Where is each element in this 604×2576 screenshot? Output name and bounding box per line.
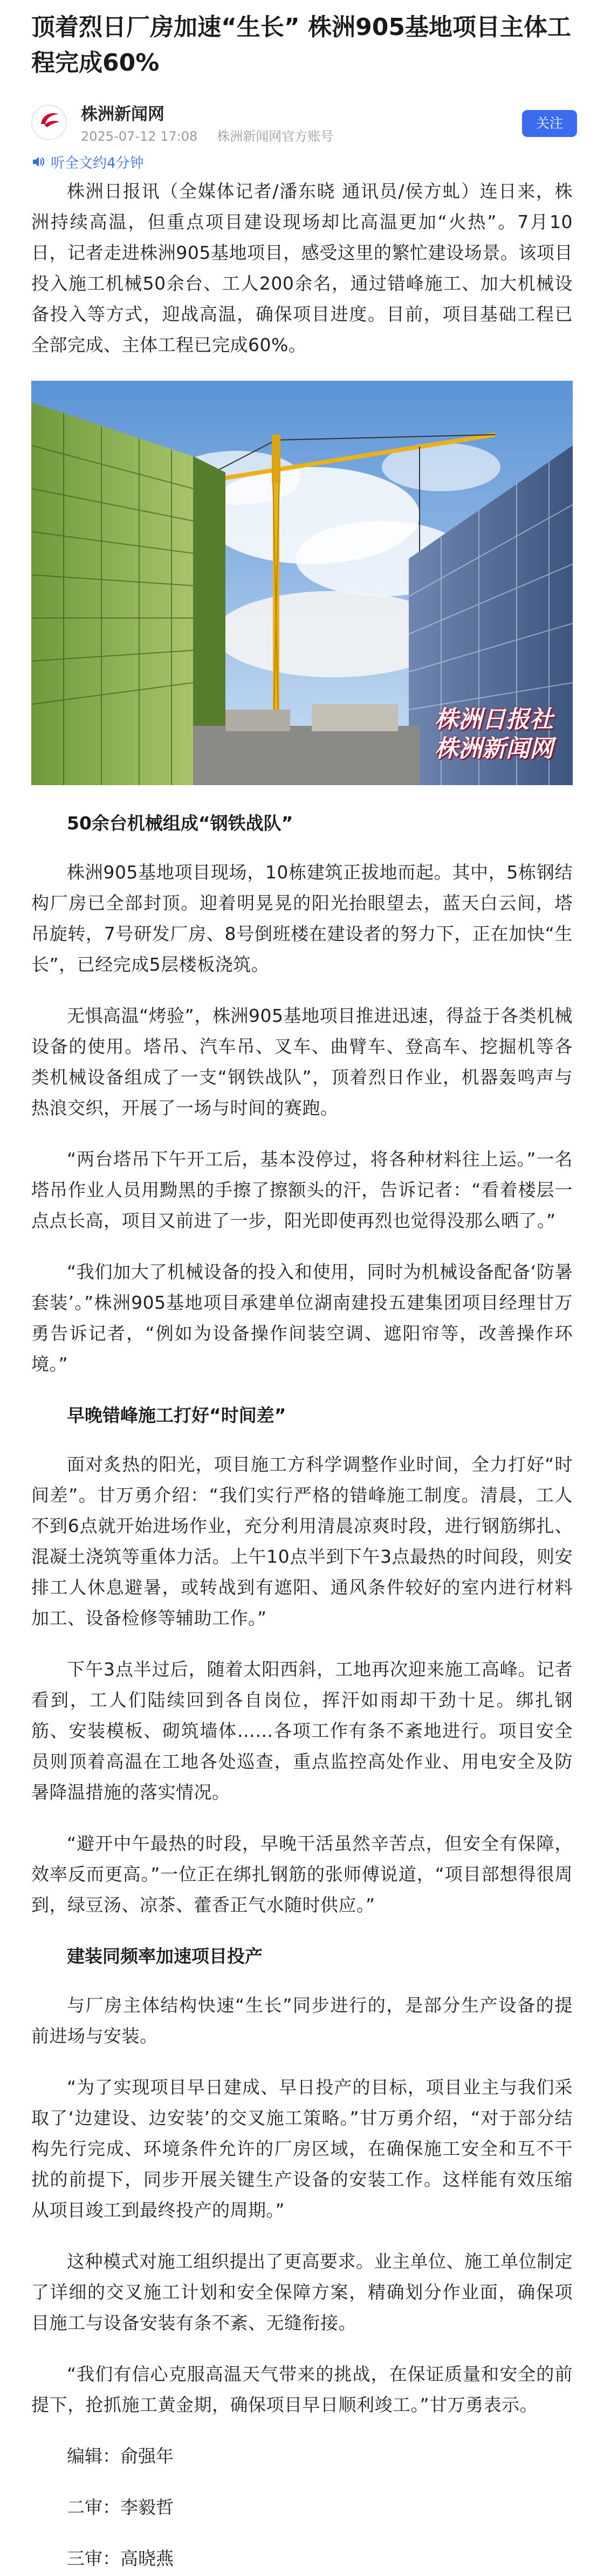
paragraph: “我们加大了机械设备的投入和使用，同时为机械设备配备‘防暑套装’。”株洲905基地项目承建单位湖南建投五建集团项目经理甘万勇告诉记者，“例如为设备操作间装空调、遮阳帘等，改善操作环境。”: [31, 1261, 573, 1375]
article-body: [0, 176, 604, 2574]
paragraph: “我们有信心克服高温天气带来的挑战，在保证质量和安全的前提下，抢抓施工黄金期，确保项目早日顺利竣工。”甘万勇表示。: [31, 2364, 573, 2415]
credit-third-review: 三审：高晓燕: [67, 2548, 174, 2569]
author-name[interactable]: 株洲新闻网: [81, 105, 164, 124]
paragraph: 下午3点半过后，随着太阳西斜，工地再次迎来施工高峰。记者看到，工人们陆续回到各自岗位，挥汗如雨却干劲十足。绑扎钢筋、安装模板、砌筑墙体……各项工作有条不紊地进行。项目安全员则顶着高温在工地各处巡查，重点监控高处作业、用电安全及防暑降温措施的落实情况。: [31, 1659, 573, 1803]
publish-date: 2025-07-12 17:08: [81, 129, 198, 144]
paragraph: 与厂房主体结构快速“生长”同步进行的，是部分生产设备的提前进场与安装。: [31, 1995, 573, 2046]
section-heading-staggered-shifts: 早晚错峰施工打好“时间差”: [67, 1405, 286, 1426]
paragraph: “两台塔吊下午开工后，基本没停过，将各种材料往上运。”一名塔吊作业人员用黝黑的手擦了擦额头的汗，告诉记者：“看着楼层一点点长高，项目又前进了一步，阳光即使再烈也觉得没那么晒了。”: [31, 1149, 573, 1231]
paragraph: 株洲905基地项目现场，10栋建筑正拔地而起。其中，5栋钢结构厂房已全部封顶。迎着明晃晃的阳光抬眼望去，蓝天白云间，塔吊旋转，7号研发厂房、8号倒班楼在建设者的努力下，正在加快“生长”，已经完成5层楼板浇筑。: [31, 862, 573, 975]
watermark-line-2: 株洲新闻网: [435, 735, 553, 763]
section-heading-machinery: 50余台机械组成“钢铁战队”: [67, 813, 293, 834]
intro-paragraph: 株洲日报讯（全媒体记者/潘东晓 通讯员/侯方虬）连日来，株洲持续高温，但重点项目建设现场却比高温更加“火热”。7月10日，记者走进株洲905基地项目，感受这里的繁忙建设场景。该项目投入施工机械50余台、工人200余名，通过错峰施工、加大机械设备投入等方式，迎战高温，确保项目进度。目前，项目基础工程已全部完成、主体工程已完成60%。: [31, 181, 573, 355]
author-meta: [81, 128, 333, 145]
zhuzhou-news-logo-icon: [37, 109, 63, 130]
section-heading-production: 建装同频率加速项目投产: [67, 1946, 263, 1967]
listen-button[interactable]: [0, 151, 604, 173]
avatar[interactable]: [31, 105, 67, 140]
author-bar: [0, 97, 604, 151]
photo-watermark: [435, 705, 553, 764]
credit-editor: 编辑：俞强年: [67, 2446, 174, 2467]
article-title: 顶着烈日厂房加速“生长” 株洲905基地项目主体工程完成60%: [31, 13, 571, 77]
paragraph: 无惧高温“烤验”，株洲905基地项目推进迅速，得益于各类机械设备的使用。塔吊、汽车吊、叉车、曲臂车、登高车、挖掘机等各类机械设备组成了一支“钢铁战队”，顶着烈日作业，机器轰鸣声与热浪交织，开展了一场与时间的赛跑。: [31, 1005, 573, 1118]
follow-button[interactable]: 关注: [522, 110, 577, 137]
paragraph: “避开中午最热的时段，早晚干活虽然辛苦点，但安全有保障，效率反而更高。”一位正在绑扎钢筋的张师傅说道，“项目部想得很周到，绿豆汤、凉茶、藿香正气水随时供应。”: [31, 1833, 573, 1915]
paragraph: 面对炙热的阳光，项目施工方科学调整作业时间，全力打好“时间差”。甘万勇介绍：“我们实行严格的错峰施工制度。清晨，工人不到6点就开始进场作业，充分利用清晨凉爽时段，进行钢筋绑扎、混凝土浇筑等重体力活。上午10点半到下午3点最热的时间段，则安排工人休息避暑，或转战到有遮阳、通风条件较好的室内进行材料加工、设备检修等辅助工作。”: [31, 1454, 573, 1629]
credit-second-review: 二审：李毅哲: [67, 2497, 174, 2518]
credits: [31, 2441, 573, 2574]
listen-label: 听全文约4分钟: [51, 155, 144, 171]
paragraph: 这种模式对施工组织提出了更高要求。业主单位、施工单位制定了详细的交叉施工计划和安全保障方案，精确划分作业面，确保项目施工与设备安装有条不紊、无缝衔接。: [31, 2251, 573, 2333]
speaker-icon: [31, 155, 45, 169]
construction-photo[interactable]: [31, 381, 573, 785]
paragraph: “为了实现项目早日建成、早日投产的目标，项目业主与我们采取了‘边建设、边安装’的交叉施工策略。”甘万勇介绍，“对于部分结构先行完成、环境条件允许的厂房区域，在确保施工安全和互不干扰的前提下，同步开展关键生产设备的安装工作。这样能有效压缩从项目竣工到最终投产的周期。”: [31, 2077, 573, 2221]
account-type: 株洲新闻网官方账号: [217, 129, 334, 144]
watermark-line-1: 株洲日报社: [435, 706, 553, 733]
